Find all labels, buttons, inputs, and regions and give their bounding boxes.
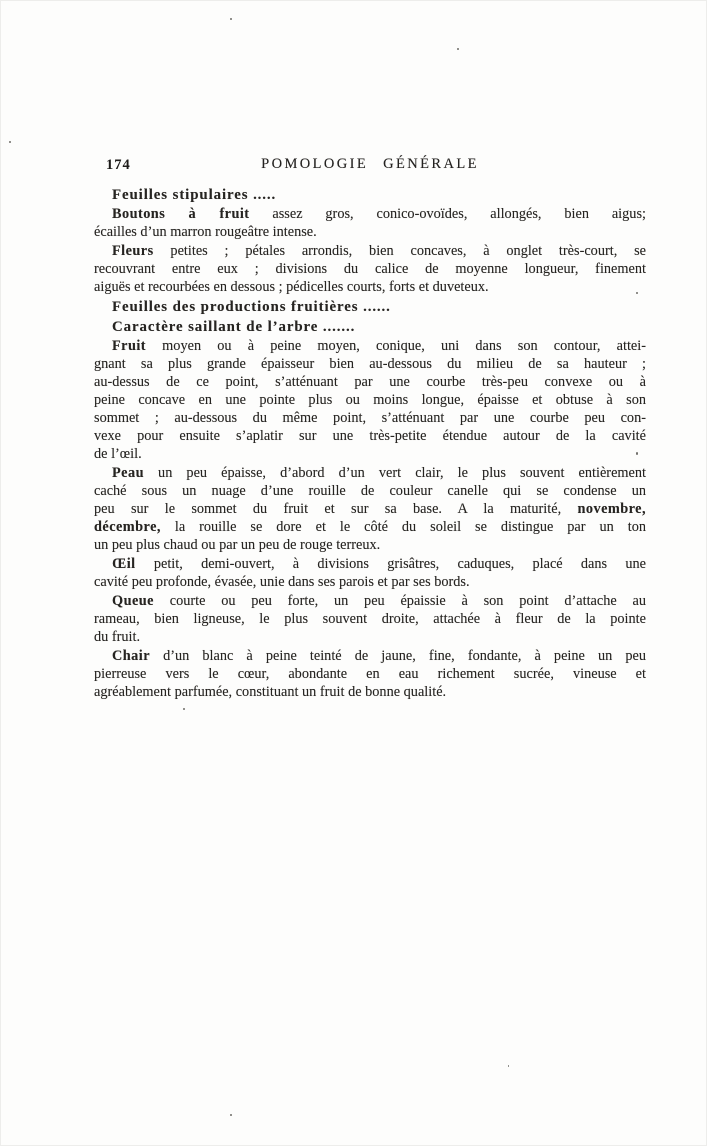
text-line [94, 260, 646, 278]
text-segment: de l’œil. [94, 446, 142, 462]
text-segment: recouvrant entre eux ; divisions du calice de moyenne longueur, finement [94, 261, 646, 277]
text-segment: peu sur le sommet du fruit et sur sa base. A la maturité, [94, 501, 578, 517]
paragraph-boutons-a-fruit [94, 205, 646, 241]
lead-word: Chair [112, 648, 150, 664]
lead-word: Fleurs [112, 243, 154, 259]
text-segment: agréablement parfumée, constituant un fruit de bonne qualité. [94, 684, 447, 700]
paragraph-fruit [94, 337, 646, 463]
lead-word: Peau [112, 465, 144, 481]
text-line [94, 536, 646, 554]
text-line [94, 242, 646, 260]
text-segment: sommet ; au-dessous du même point, s’atténuant par une courbe peu con- [94, 410, 646, 426]
text-line [94, 278, 646, 296]
text-line [94, 205, 646, 223]
text-segment: du fruit. [94, 629, 141, 645]
text-segment: aiguës et recourbées en dessous ; pédicelles courts, forts et duveteux. [94, 279, 489, 295]
scan-speck [230, 18, 232, 20]
text-line [94, 628, 646, 646]
text-block [94, 184, 646, 701]
text-segment: un peu épaisse, d’abord d’un vert clair, le plus souvent entièrement [143, 465, 646, 481]
text-line [94, 592, 646, 610]
text-line [94, 391, 646, 409]
text-line [94, 318, 646, 336]
text-segment: moyen ou à peine moyen, conique, uni dans son contour, attei- [146, 338, 646, 354]
page-number: 174 [106, 157, 131, 173]
paragraph-chair [94, 647, 646, 701]
text-line [94, 573, 646, 591]
text-line [94, 464, 646, 482]
text-segment: rameau, bien ligneuse, le plus souvent droite, attachée à fleur de la pointe [94, 611, 646, 627]
text-line [94, 298, 646, 316]
text-segment: un peu plus chaud ou par un peu de rouge terreux. [94, 537, 381, 553]
text-line [94, 355, 646, 373]
lead-word: Boutons à fruit [112, 206, 250, 222]
paragraph-caractere-saillant-de-l-arbre [94, 318, 646, 336]
scan-speck [636, 292, 638, 294]
text-segment: au-dessus de ce point, s’atténuant par une courbe très-peu convexe ou à [94, 374, 646, 390]
lead-word: Queue [112, 593, 154, 609]
text-segment: gnant sa plus grande épaisseur bien au-dessous du milieu de sa hauteur ; [94, 356, 646, 372]
scan-speck [636, 452, 638, 455]
text-line [94, 223, 646, 241]
text-line [94, 518, 646, 536]
paragraph-queue [94, 592, 646, 646]
text-segment: vexe pour ensuite s’aplatir sur une très-petite étendue autour de la cavité [94, 428, 646, 444]
running-title: POMOLOGIE GÉNÉRALE [261, 156, 479, 172]
text-line [94, 445, 646, 463]
text-line [94, 555, 646, 573]
lead-word: Feuilles stipulaires ..... [112, 187, 277, 203]
scan-speck [230, 1114, 232, 1116]
lead-word: Fruit [112, 338, 147, 354]
text-segment: d’un blanc à peine teinté de jaune, fine, fondante, à peine un peu [150, 648, 646, 664]
lead-word: Œil [112, 556, 136, 572]
text-line [94, 186, 646, 204]
text-segment: peine concave en une pointe plus ou moins longue, épaisse et obtuse à son [94, 392, 646, 408]
text-segment: petit, demi-ouvert, à divisions grisâtres, caduques, placé dans une [135, 556, 646, 572]
paragraph-fleurs [94, 242, 646, 296]
scan-speck [9, 141, 11, 143]
text-line [94, 409, 646, 427]
lead-word: Caractère saillant de l’arbre ....... [112, 319, 356, 335]
paragraph-feuilles-des-productions-fruitieres [94, 298, 646, 316]
text-segment: assez gros, conico-ovoïdes, allongés, bien aigus; [249, 206, 646, 222]
page-header [94, 156, 646, 176]
text-segment: novembre, [577, 501, 646, 517]
paragraph-feuilles-stipulaires [94, 186, 646, 204]
text-segment: écailles d’un marron rougeâtre intense. [94, 224, 317, 240]
paragraph-peau [94, 464, 646, 554]
text-line [94, 683, 646, 701]
text-line [94, 610, 646, 628]
text-segment: petites ; pétales arrondis, bien concaves, à onglet très-court, se [153, 243, 646, 259]
text-line [94, 647, 646, 665]
text-segment: cavité peu profonde, évasée, unie dans ses parois et par ses bords. [94, 574, 470, 590]
text-line [94, 500, 646, 518]
text-segment: pierreuse vers le cœur, abondante en eau richement sucrée, vineuse et [94, 666, 646, 682]
text-line [94, 665, 646, 683]
scan-speck [183, 708, 185, 710]
scan-speck [508, 1065, 509, 1067]
scan-speck [457, 48, 459, 50]
text-line [94, 482, 646, 500]
paragraph-oeil [94, 555, 646, 591]
text-line [94, 337, 646, 355]
text-line [94, 373, 646, 391]
text-line [94, 427, 646, 445]
text-segment: décembre, [94, 519, 161, 535]
text-segment: caché sous un nuage d’une rouille de couleur canelle qui se condense un [94, 483, 646, 499]
text-segment: courte ou peu forte, un peu épaissie à son point d’attache au [153, 593, 646, 609]
text-segment: la rouille se dore et le côté du soleil se distingue par un ton [160, 519, 646, 535]
lead-word: Feuilles des productions fruitières ...... [112, 299, 391, 315]
